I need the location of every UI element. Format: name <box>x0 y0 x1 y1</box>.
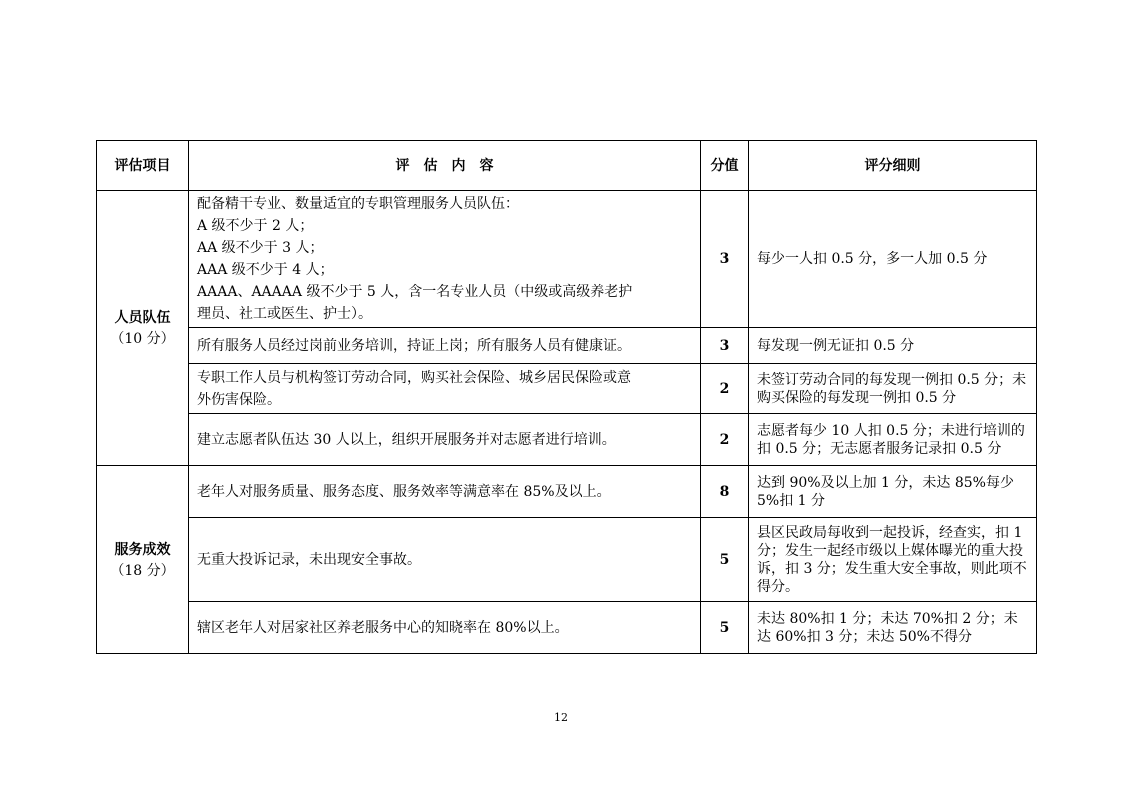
score-cell: 8 <box>701 466 749 518</box>
rule-cell: 县区民政局每收到一起投诉，经查实，扣 1 分；发生一起经市级以上媒体曝光的重大投诉，扣 3 分；发生重大安全事故，则此项不得分。 <box>749 518 1037 602</box>
section-subtitle: （10 分） <box>110 331 175 347</box>
content-cell <box>189 518 701 602</box>
content-line: 外伤害保险。 <box>197 391 281 408</box>
rule-cell: 志愿者每少 10 人扣 0.5 分；未进行培训的扣 0.5 分；无志愿者服务记录扣 0.5 分 <box>749 414 1037 466</box>
content-line: 所有服务人员经过岗前业务培训，持证上岗；所有服务人员有健康证。 <box>197 337 631 354</box>
evaluation-table <box>96 140 1037 654</box>
content-cell <box>189 328 701 364</box>
content-line: 建立志愿者队伍达 30 人以上，组织开展服务并对志愿者进行培训。 <box>197 431 616 448</box>
score-cell: 3 <box>701 328 749 364</box>
content-line: A 级不少于 2 人； <box>197 218 314 234</box>
content-line: 无重大投诉记录，未出现安全事故。 <box>197 551 421 568</box>
content-line: AAAA、AAAAA 级不少于 5 人，含一名专业人员（中级或高级养老护 <box>197 284 633 300</box>
table-row <box>97 191 1037 328</box>
content-line: 老年人对服务质量、服务态度、服务效率等满意率在 85%及以上。 <box>197 483 611 500</box>
score-cell: 5 <box>701 518 749 602</box>
header-score: 分值 <box>701 141 749 191</box>
header-item: 评估项目 <box>97 141 189 191</box>
table-row <box>97 414 1037 466</box>
content-line: 辖区老年人对居家社区养老服务中心的知晓率在 80%以上。 <box>197 619 569 636</box>
section-cell-staff <box>97 191 189 466</box>
header-content: 评 估 内 容 <box>189 141 701 191</box>
content-cell <box>189 191 701 328</box>
score-cell: 2 <box>701 414 749 466</box>
rule-cell: 每少一人扣 0.5 分，多一人加 0.5 分 <box>749 191 1037 328</box>
rule-cell: 每发现一例无证扣 0.5 分 <box>749 328 1037 364</box>
table-row <box>97 602 1037 654</box>
content-line: AA 级不少于 3 人； <box>197 240 324 256</box>
score-cell: 3 <box>701 191 749 328</box>
header-rule: 评分细则 <box>749 141 1037 191</box>
section-title: 人员队伍 <box>114 310 171 326</box>
content-line: 理员、社工或医生、护士）。 <box>197 306 372 322</box>
content-cell <box>189 364 701 414</box>
table-row <box>97 466 1037 518</box>
score-cell: 2 <box>701 364 749 414</box>
score-cell: 5 <box>701 602 749 654</box>
section-subtitle: （18 分） <box>110 562 175 579</box>
page-number: 12 <box>554 711 568 724</box>
section-cell-outcome <box>97 466 189 654</box>
table-row <box>97 364 1037 414</box>
rule-cell: 未签订劳动合同的每发现一例扣 0.5 分；未购买保险的每发现一例扣 0.5 分 <box>749 364 1037 414</box>
rule-cell: 达到 90%及以上加 1 分，未达 85%每少 5%扣 1 分 <box>749 466 1037 518</box>
rule-cell: 未达 80%扣 1 分；未达 70%扣 2 分；未达 60%扣 3 分；未达 50%不得分 <box>749 602 1037 654</box>
table-header-row <box>97 141 1037 191</box>
content-line: AAA 级不少于 4 人； <box>197 262 334 278</box>
content-line: 专职工作人员与机构签订劳动合同，购买社会保险、城乡居民保险或意 <box>197 369 631 386</box>
content-cell <box>189 602 701 654</box>
content-line: 配备精干专业、数量适宜的专职管理服务人员队伍： <box>197 196 519 212</box>
table-row <box>97 518 1037 602</box>
content-cell <box>189 414 701 466</box>
section-title: 服务成效 <box>114 541 171 558</box>
table-row <box>97 328 1037 364</box>
content-cell <box>189 466 701 518</box>
